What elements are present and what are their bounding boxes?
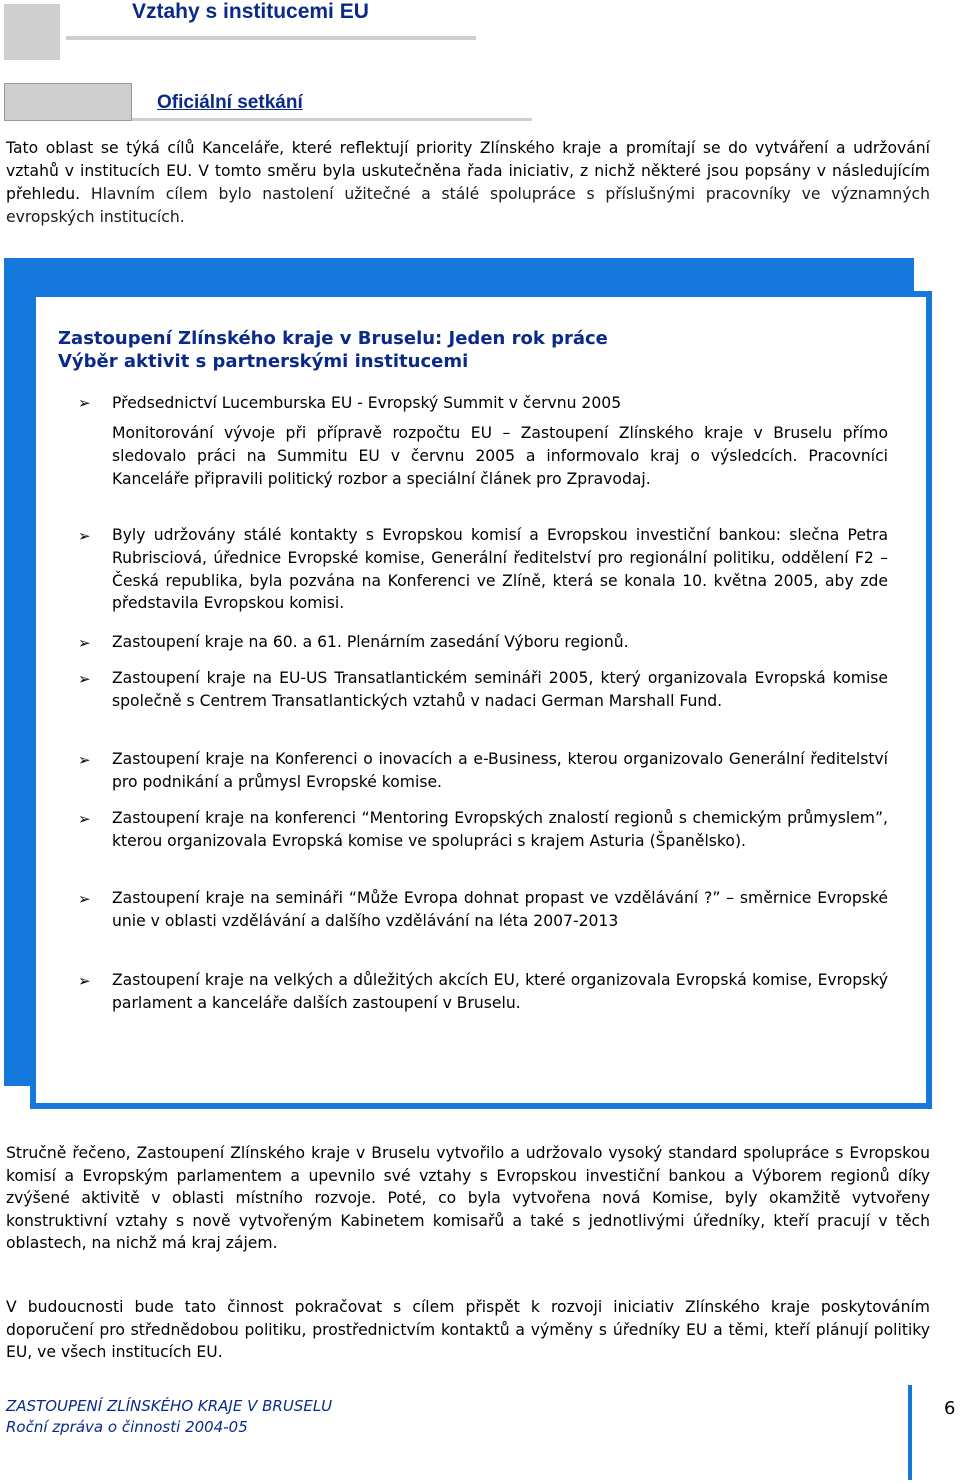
footer-organization: ZASTOUPENÍ ZLÍNSKÉHO KRAJE V BRUSELU <box>6 1397 333 1415</box>
list-item: Zastoupení kraje na 60. a 61. Plenárním zasedání Výboru regionů. <box>112 633 629 651</box>
bullet-arrow-icon: ➢ <box>78 972 91 990</box>
box-subtitle: Výběr aktivit s partnerskými institucemi <box>58 351 469 372</box>
bullet-arrow-icon: ➢ <box>78 634 91 652</box>
list-item: Monitorování vývoje při přípravě rozpočtu EU – Zastoupení Zlínského kraje v Bruselu přímo sledovalo práci na Summitu EU v červnu 2005 a informovalo kraj o výsledcích. Pracovníci Kanceláře připravili politický rozbor a speciální článek pro Zpravodaj. <box>112 424 888 488</box>
summary-paragraph: Stručně řečeno, Zastoupení Zlínského kraje v Bruselu vytvořilo a udržovalo vysoký standard spolupráce s Evropskou komisí a Evropským parlamentem a upevnilo své vztahy s Evropskou investiční bankou a Výborem regionů díky zvýšené aktivitě v oblasti místního rozvoje. Poté, co byla vytvořena nová Komise, byly okamžitě vytvořeny konstruktivní vztahy s nově vytvořeným Kabinetem komisařů a také s jednotlivými úředníky, kteří pracují v těch oblastech, na nichž má kraj zájem. <box>6 1144 930 1252</box>
page-number: 6 <box>944 1398 956 1419</box>
intro-text-1: Tato oblast se týká cílů Kanceláře, které reflektují priority Zlínského kraje a promítají se do vytváření a udržování vztahů v institucích EU. V tomto směru byla uskutečněna řada iniciativ, z nichž některé jsou popsány v následujícím přehledu. <box>6 139 930 203</box>
bullet-arrow-icon: ➢ <box>78 810 91 828</box>
header-divider <box>66 36 476 40</box>
list-item: Byly udržovány stálé kontakty s Evropskou komisí a Evropskou investiční bankou: slečna Petra Rubrisciová, úřednice Evropské komise, Generální ředitelství pro regionální politiku, oddělení F2 – Česká republika, byla pozvána na Konferenci ve Zlíně, která se konala 10. května 2005, aby zde představila Evropskou komisi. <box>112 526 888 613</box>
bullet-arrow-icon: ➢ <box>78 394 91 412</box>
bullet-arrow-icon: ➢ <box>78 751 91 769</box>
footer-divider <box>908 1385 912 1480</box>
list-item: Zastoupení kraje na Konferenci o inovacích a e-Business, kterou organizovalo Generální ředitelství pro podnikání a průmysl Evropské komise. <box>112 750 888 791</box>
list-item: Předsednictví Lucemburska EU - Evropský Summit v červnu 2005 <box>112 394 622 412</box>
bullet-arrow-icon: ➢ <box>78 890 91 908</box>
list-item: Zastoupení kraje na konferenci “Mentoring Evropských znalostí regionů s chemickým průmyslem”, kterou organizovala Evropská komise ve spolupráci s krajem Asturia (Španělsko). <box>112 809 888 850</box>
footer-report-title: Roční zpráva o činnosti 2004-05 <box>6 1418 248 1436</box>
intro-paragraph <box>6 137 930 229</box>
bullet-arrow-icon: ➢ <box>78 527 91 545</box>
list-item: Zastoupení kraje na velkých a důležitých akcích EU, které organizovala Evropská komise, Evropský parlament a kanceláře dalších zastoupení v Bruselu. <box>112 971 888 1012</box>
box-title: Zastoupení Zlínského kraje v Bruselu: Jeden rok práce <box>58 328 608 349</box>
list-item: Zastoupení kraje na EU-US Transatlantickém semináři 2005, který organizovala Evropská komise společně s Centrem Transatlantických vztahů v nadaci German Marshall Fund. <box>112 669 888 710</box>
page-title: Vztahy s institucemi EU <box>132 0 369 23</box>
future-paragraph: V budoucnosti bude tato činnost pokračovat s cílem přispět k rozvoji iniciativ Zlínského kraje poskytováním doporučení pro střednědobou politiku, prostřednictvím kontaktů a výměny s úředníky EU a těmi, kteří plánují politiky EU, ve všech institucích EU. <box>6 1298 930 1361</box>
section-decor-bar <box>4 83 132 121</box>
intro-text-2: Hlavním cílem bylo nastolení užitečné a stálé spolupráce s příslušnými pracovníky ve významných evropských institucích. <box>6 185 930 226</box>
section-divider <box>132 118 532 121</box>
section-title: Oficiální setkání <box>157 92 303 113</box>
header-decor-square <box>4 4 60 60</box>
bullet-arrow-icon: ➢ <box>78 670 91 688</box>
list-item: Zastoupení kraje na semináři “Může Evropa dohnat propast ve vzdělávání ?” – směrnice Evropské unie v oblasti vzdělávání a dalšího vzdělávání na léta 2007-2013 <box>112 889 888 930</box>
